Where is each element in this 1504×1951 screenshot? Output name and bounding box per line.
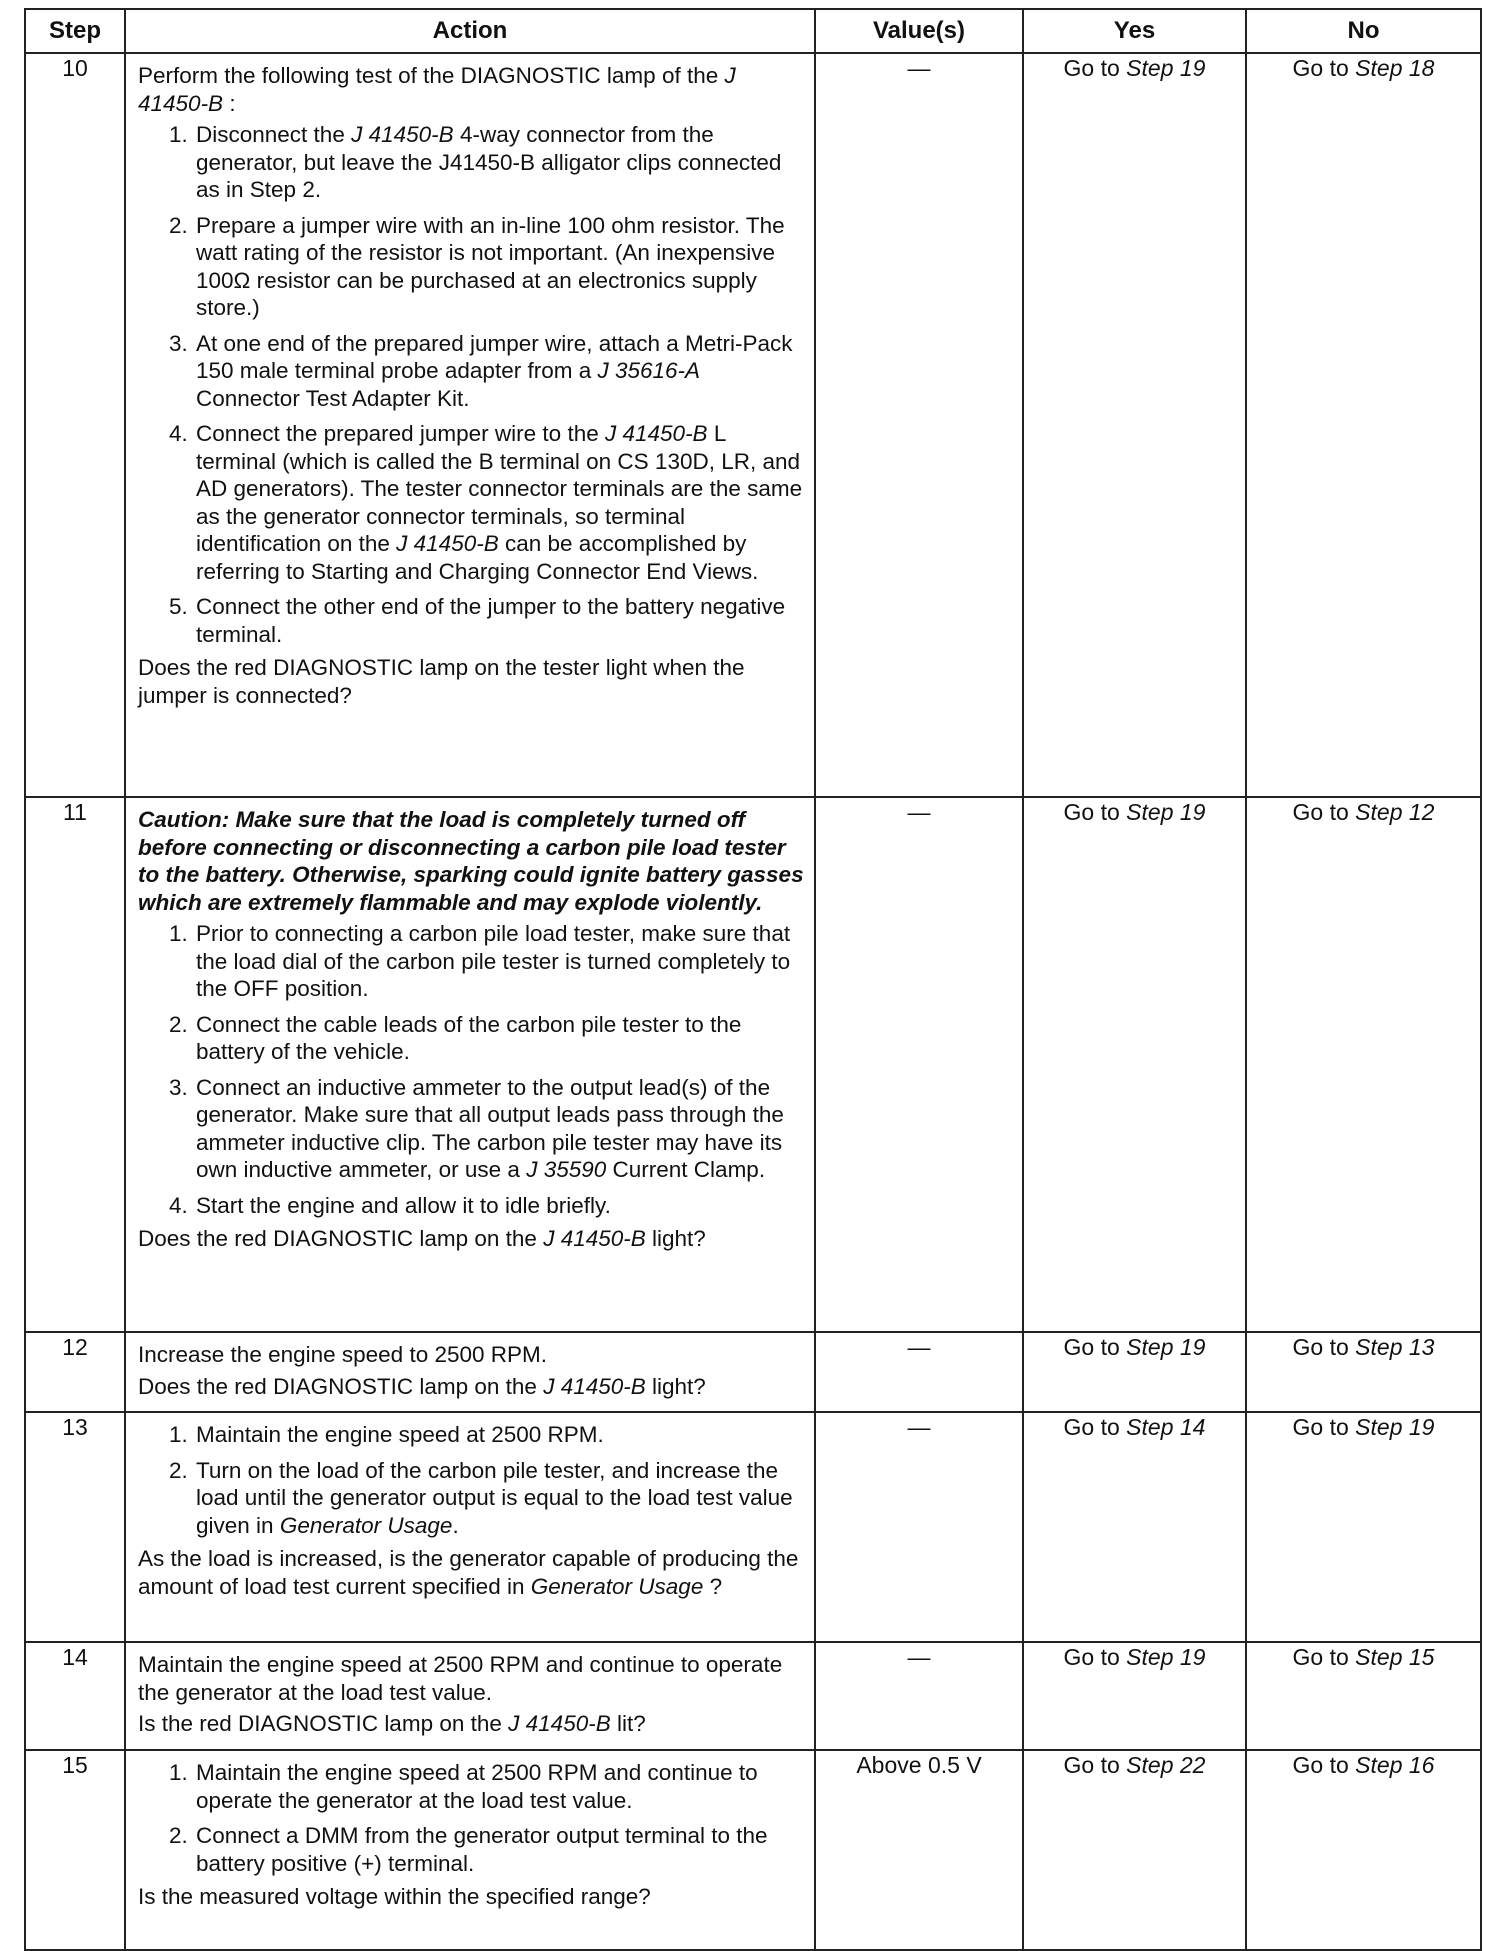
procedure-step: 1. Maintain the engine speed at 2500 RPM and continue to operate the generator at the load test value. (194, 1759, 804, 1814)
action-question: Does the red DIAGNOSTIC lamp on the J 41450-B light? (138, 1226, 706, 1251)
value-cell: — (815, 1332, 1023, 1412)
value-cell: — (815, 1642, 1023, 1750)
yes-result: Go to Step 22 (1023, 1750, 1246, 1950)
no-result: Go to Step 15 (1246, 1642, 1481, 1750)
procedure-step: 2. Connect the cable leads of the carbon pile tester to the battery of the vehicle. (194, 1011, 804, 1066)
action-cell (125, 53, 815, 797)
table-row-step-10 (25, 53, 1481, 797)
action-cell (125, 1412, 815, 1642)
no-result: Go to Step 19 (1246, 1412, 1481, 1642)
procedure-step: 1. Prior to connecting a carbon pile load tester, make sure that the load dial of the carbon pile tester is turned completely to the OFF position. (194, 920, 804, 1003)
value-cell: — (815, 1412, 1023, 1642)
action-text: Increase the engine speed to 2500 RPM. (138, 1342, 548, 1367)
procedure-step: 3. Connect an inductive ammeter to the output lead(s) of the generator. Make sure that all output leads pass through the ammeter inductive clip. The carbon pile tester may have its own inductive ammeter, or use a J 35590 Current Clamp. (194, 1074, 804, 1184)
step-number: 10 (25, 53, 125, 797)
procedure-step: 4. Connect the prepared jumper wire to the J 41450-B L terminal (which is called the B terminal on CS 130D, LR, and AD generators). The tester connector terminals are the same as the generator connector terminals, so terminal identification on the J 41450-B can be accomplished by referring to Starting and Charging Connector End Views. (194, 420, 804, 585)
action-cell (125, 1642, 815, 1750)
diagnostic-table (24, 8, 1482, 1951)
caution-note: Caution: Make sure that the load is completely turned off before connecting or disconnecting a carbon pile load tester to the battery. Otherwise, sparking could ignite battery gasses which are extremely flammable and may explode violently. (138, 807, 804, 915)
procedure-step: 3. At one end of the prepared jumper wire, attach a Metri-Pack 150 male terminal probe adapter from a J 35616-A Connector Test Adapter Kit. (194, 330, 804, 413)
header-action: Action (125, 9, 815, 53)
procedure-step: 2. Turn on the load of the carbon pile tester, and increase the load until the generator output is equal to the load test value given in Generator Usage. (194, 1457, 804, 1540)
procedure-step: 2. Connect a DMM from the generator output terminal to the battery positive (+) terminal. (194, 1822, 804, 1877)
step-number: 12 (25, 1332, 125, 1412)
action-question: Does the red DIAGNOSTIC lamp on the tester light when the jumper is connected? (138, 655, 745, 708)
action-cell (125, 1750, 815, 1950)
value-cell: — (815, 53, 1023, 797)
value-cell: — (815, 797, 1023, 1332)
table-row-step-14 (25, 1642, 1481, 1750)
step-number: 13 (25, 1412, 125, 1642)
action-cell (125, 1332, 815, 1412)
action-question: Does the red DIAGNOSTIC lamp on the J 41450-B light? (138, 1373, 706, 1399)
procedure-list (138, 121, 804, 648)
value-cell: Above 0.5 V (815, 1750, 1023, 1950)
procedure-step: 4. Start the engine and allow it to idle briefly. (194, 1192, 804, 1220)
table-row-step-12 (25, 1332, 1481, 1412)
action-text: Maintain the engine speed at 2500 RPM and continue to operate the generator at the load test value. (138, 1652, 783, 1705)
header-row (25, 9, 1481, 53)
no-result: Go to Step 18 (1246, 53, 1481, 797)
yes-result: Go to Step 19 (1023, 1642, 1246, 1750)
procedure-list (138, 920, 804, 1219)
yes-result: Go to Step 14 (1023, 1412, 1246, 1642)
step-number: 15 (25, 1750, 125, 1950)
table-row-step-15 (25, 1750, 1481, 1950)
action-question: As the load is increased, is the generator capable of producing the amount of load test current specified in Generator Usage ? (138, 1546, 799, 1599)
table-row-step-11 (25, 797, 1481, 1332)
procedure-step: 1. Maintain the engine speed at 2500 RPM. (194, 1421, 804, 1449)
no-result: Go to Step 16 (1246, 1750, 1481, 1950)
action-cell (125, 797, 815, 1332)
step-number: 11 (25, 797, 125, 1332)
table-row-step-13 (25, 1412, 1481, 1642)
action-intro: Perform the following test of the DIAGNOSTIC lamp of the J 41450-B : (138, 63, 736, 116)
header-step: Step (25, 9, 125, 53)
yes-result: Go to Step 19 (1023, 53, 1246, 797)
procedure-step: 5. Connect the other end of the jumper to the battery negative terminal. (194, 593, 804, 648)
yes-result: Go to Step 19 (1023, 797, 1246, 1332)
procedure-step: 1. Disconnect the J 41450-B 4-way connector from the generator, but leave the J41450-B alligator clips connected as in Step 2. (194, 121, 804, 204)
no-result: Go to Step 12 (1246, 797, 1481, 1332)
header-values: Value(s) (815, 9, 1023, 53)
procedure-step: 2. Prepare a jumper wire with an in-line 100 ohm resistor. The watt rating of the resistor is not important. (An inexpensive 100Ω resistor can be purchased at an electronics supply store.) (194, 212, 804, 322)
procedure-list (138, 1759, 804, 1877)
action-question: Is the measured voltage within the specified range? (138, 1884, 651, 1909)
header-yes: Yes (1023, 9, 1246, 53)
yes-result: Go to Step 19 (1023, 1332, 1246, 1412)
step-number: 14 (25, 1642, 125, 1750)
action-question: Is the red DIAGNOSTIC lamp on the J 41450-B lit? (138, 1711, 646, 1736)
procedure-list (138, 1421, 804, 1539)
no-result: Go to Step 13 (1246, 1332, 1481, 1412)
header-no: No (1246, 9, 1481, 53)
